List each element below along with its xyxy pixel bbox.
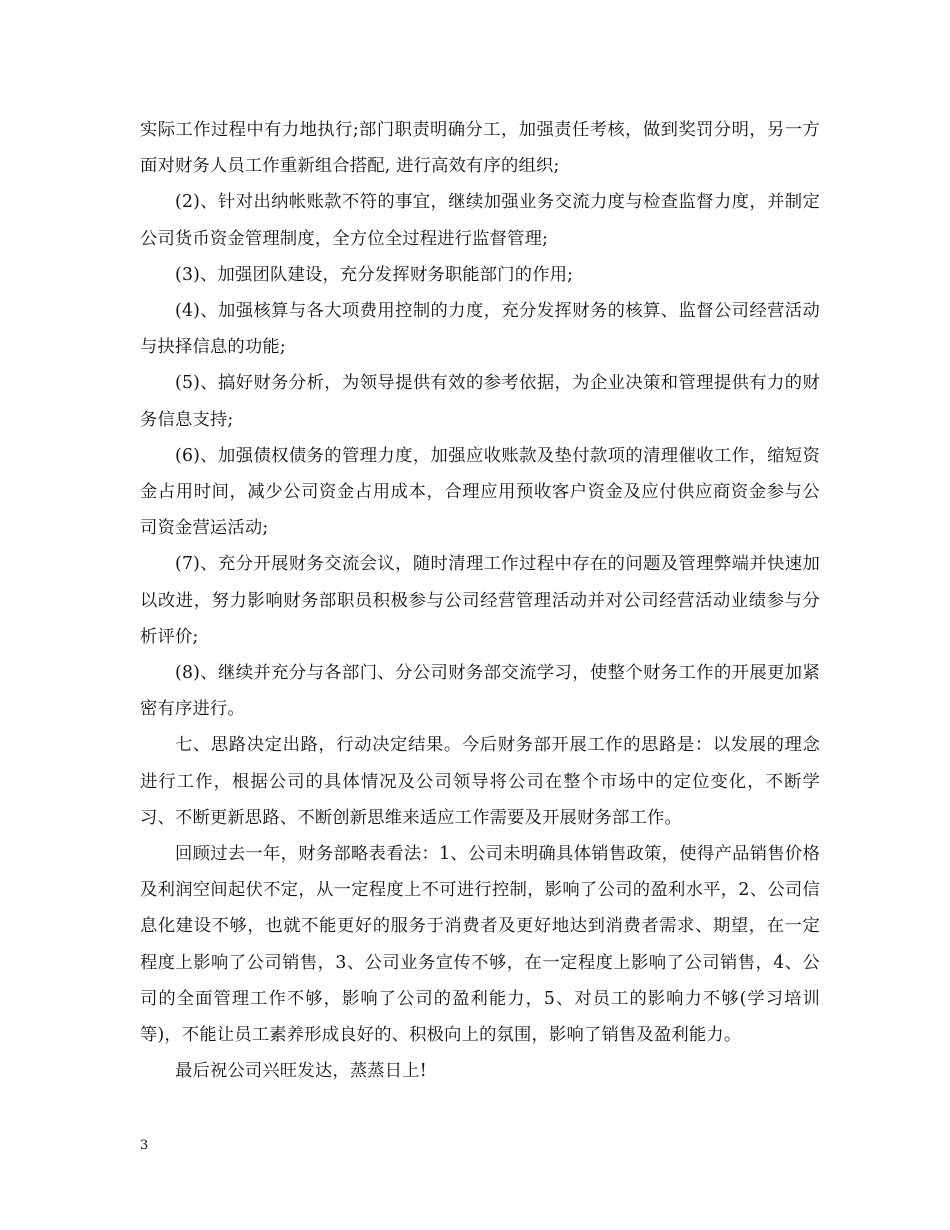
paragraph-5: (5)、搞好财务分析，为领导提供有效的参考依据，为企业决策和管理提供有力的财务信息支持;: [140, 373, 820, 430]
page-number: 3: [140, 1138, 149, 1153]
paragraph-10: 回顾过去一年，财务部略表看法：1、公司未明确具体销售政策，使得产品销售价格及利润空间起伏不定，从一定程度上不可进行控制，影响了公司的盈利水平，2、公司信息化建设不够，也就不能更好的服务于消费者及更好地达到消费者需求、期望，在一定程度上影响了公司销售，3、公司业务宣传不够，在一定程度上影响了公司销售，4、公司的全面管理工作不够，影响了公司的盈利能力，5、对员工的影响力不够(学习培训等)，不能让员工素养形成良好的、积极向上的氛围，影响了销售及盈利能力。: [140, 844, 820, 1046]
paragraph-4: (4)、加强核算与各大项费用控制的力度，充分发挥财务的核算、监督公司经营活动与抉择信息的功能;: [140, 301, 820, 358]
document-body: [140, 112, 820, 1089]
paragraph-11: 最后祝公司兴旺发达，蒸蒸日上!: [175, 1061, 427, 1082]
paragraph-2: (2)、针对出纳帐账款不符的事宜，继续加强业务交流力度与检查监督力度，并制定公司货币资金管理制度，全方位全过程进行监督管理;: [140, 192, 820, 249]
paragraph-8: (8)、继续并充分与各部门、分公司财务部交流学习，使整个财务工作的开展更加紧密有序进行。: [140, 663, 820, 720]
paragraph-6: (6)、加强债权债务的管理力度，加强应收账款及垫付款项的清理催收工作，缩短资金占用时间，减少公司资金占用成本，合理应用预收客户资金及应付供应商资金参与公司资金营运活动;: [140, 445, 820, 539]
paragraph-7: (7)、充分开展财务交流会议，随时清理工作过程中存在的问题及管理弊端并快速加以改进，努力影响财务部职员积极参与公司经营管理活动并对公司经营活动业绩参与分析评价;: [140, 554, 820, 647]
paragraph-3: (3)、加强团队建设，充分发挥财务职能部门的作用;: [175, 264, 574, 285]
paragraph-9: 七、思路决定出路，行动决定结果。今后财务部开展工作的思路是：以发展的理念进行工作，根据公司的具体情况及公司领导将公司在整个市场中的定位变化，不断学习、不断更新思路、不断创新思维来适应工作需要及开展财务部工作。: [140, 735, 820, 828]
paragraph-1: 实际工作过程中有力地执行;部门职责明确分工，加强责任考核，做到奖罚分明，另一方面对财务人员工作重新组合搭配, 进行高效有序的组织;: [140, 120, 820, 177]
